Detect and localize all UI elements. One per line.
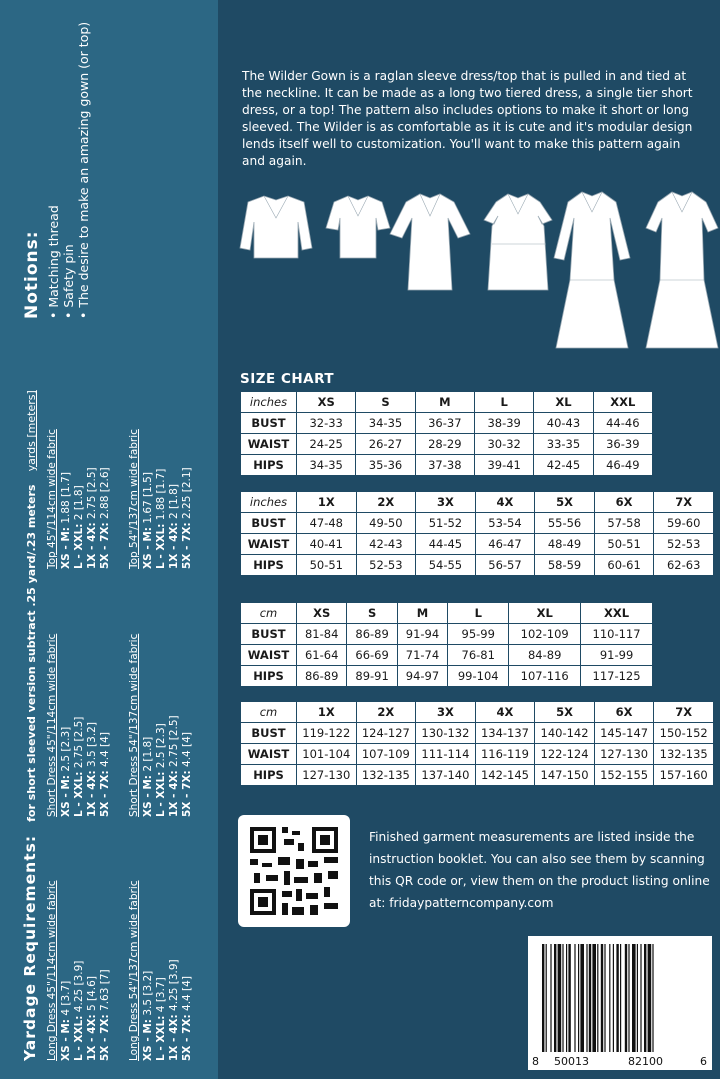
table-cell: 52-53	[654, 534, 714, 555]
table-cell: 34-35	[297, 455, 356, 476]
table-cell: 52-53	[356, 555, 416, 576]
barcode-bar	[652, 944, 653, 1052]
table-cell: 86-89	[347, 624, 397, 645]
table-cell: 127-130	[297, 765, 357, 786]
barcode-bar	[574, 944, 575, 1052]
table-cell: 130-132	[416, 723, 476, 744]
table-cell: 111-114	[416, 744, 476, 765]
yardage-subtract-note: for short sleeved version subtract .25 yard/.23 meters	[25, 484, 38, 822]
yardage-block-title: Short Dress 45"/114cm wide fabric	[46, 633, 58, 817]
size-header: 2X	[356, 702, 416, 723]
table-row	[241, 765, 714, 786]
row-label: HIPS	[241, 666, 297, 687]
table-cell: 102-109	[509, 624, 581, 645]
table-cell: 36-37	[415, 413, 474, 434]
barcode-digit: 50013	[554, 1055, 589, 1068]
table-cell: 116-119	[475, 744, 535, 765]
yardage-row: 5X - 7X: 7.63 [7]	[99, 969, 111, 1061]
table-cell: 46-49	[593, 455, 652, 476]
barcode-bar	[640, 944, 641, 1052]
table-cell: 34-35	[356, 413, 415, 434]
table-cell: 117-125	[581, 666, 653, 687]
table-cell: 124-127	[356, 723, 416, 744]
table-cell: 28-29	[415, 434, 474, 455]
yardage-row: XS - M: 1.67 [1.5]	[142, 472, 154, 569]
barcode-digit: 82100	[628, 1055, 663, 1068]
table-cell: 122-124	[535, 744, 595, 765]
barcode-graphic	[528, 936, 712, 1070]
yardage-row: L - XXL: 2.5 [2.3]	[155, 723, 167, 817]
table-cell: 42-45	[534, 455, 593, 476]
yardage-row: 1X - 4X: 3.5 [3.2]	[86, 722, 98, 817]
row-label: HIPS	[241, 765, 297, 786]
size-chart-table-inches-plus	[240, 491, 714, 576]
table-cell: 53-54	[475, 513, 535, 534]
barcode-bar	[648, 944, 652, 1052]
barcode-bar	[613, 944, 614, 1052]
table-cell: 58-59	[535, 555, 595, 576]
size-header: S	[356, 392, 415, 413]
yardage-row: 1X - 4X: 4.25 [3.9]	[168, 959, 180, 1061]
table-cell: 56-57	[475, 555, 535, 576]
yardage-row: 1X - 4X: 5 [4.6]	[86, 976, 98, 1061]
table-cell: 40-43	[534, 413, 593, 434]
sidebar-rotated-content	[0, 0, 218, 1079]
size-header: S	[347, 603, 397, 624]
size-header: XL	[534, 392, 593, 413]
barcode-bar	[601, 944, 603, 1052]
table-cell: 60-61	[594, 555, 654, 576]
row-label: WAIST	[241, 744, 297, 765]
size-header: 3X	[416, 492, 476, 513]
size-header: 6X	[594, 702, 654, 723]
row-label: WAIST	[241, 434, 297, 455]
yardage-row: 5X - 7X: 4.4 [4]	[181, 732, 193, 817]
yardage-row: L - XXL: 2 [1.8]	[73, 485, 85, 569]
yardage-block	[46, 587, 112, 817]
size-header: XXL	[593, 392, 652, 413]
table-cell: 49-50	[356, 513, 416, 534]
table-row	[241, 624, 653, 645]
yardage-row: 5X - 7X: 2.25 [2.1]	[181, 467, 193, 569]
table-cell: 46-47	[475, 534, 535, 555]
yardage-block-title: Top 54"/137cm wide fabric	[128, 429, 140, 569]
size-header: M	[415, 392, 474, 413]
barcode-bar	[566, 944, 567, 1052]
notions-title: Notions:	[22, 230, 42, 319]
table-cell: 137-140	[416, 765, 476, 786]
table-unit: cm	[241, 603, 297, 624]
table-cell: 142-145	[475, 765, 535, 786]
yardage-row: 1X - 4X: 2.75 [2.5]	[86, 467, 98, 569]
table-cell: 94-97	[397, 666, 447, 687]
notions-list	[46, 19, 91, 319]
size-chart-title: SIZE CHART	[240, 371, 335, 387]
yardage-row: 5X - 7X: 4.4 [4]	[181, 976, 193, 1061]
notion-item: • Safety pin	[61, 19, 76, 319]
size-header: 7X	[654, 702, 714, 723]
size-header: 4X	[475, 492, 535, 513]
barcode-bar	[546, 944, 547, 1052]
barcode-icon	[528, 936, 712, 1070]
table-cell: 81-84	[297, 624, 347, 645]
yardage-row: 5X - 7X: 4.4 [4]	[99, 732, 111, 817]
barcode-bar	[558, 944, 562, 1052]
table-cell: 134-137	[475, 723, 535, 744]
table-cell: 40-41	[297, 534, 357, 555]
size-header: 1X	[297, 702, 357, 723]
table-cell: 62-63	[654, 555, 714, 576]
table-cell: 132-135	[356, 765, 416, 786]
size-header: 2X	[356, 492, 416, 513]
barcode-bar	[644, 944, 646, 1052]
table-cell: 44-46	[593, 413, 652, 434]
yardage-row: 1X - 4X: 2.75 [2.5]	[168, 715, 180, 817]
table-cell: 91-99	[581, 645, 653, 666]
size-header: XS	[297, 392, 356, 413]
table-cell: 107-109	[356, 744, 416, 765]
table-row	[241, 555, 714, 576]
size-header: 1X	[297, 492, 357, 513]
table-cell: 150-152	[654, 723, 714, 744]
garment-illustration	[226, 188, 720, 358]
yardage-row: XS - M: 4 [3.7]	[60, 980, 72, 1061]
table-cell: 30-32	[474, 434, 533, 455]
table-cell: 110-117	[581, 624, 653, 645]
notion-item: • The desire to make an amazing gown (or top)	[76, 19, 91, 319]
barcode-bar	[620, 944, 621, 1052]
yardage-block	[128, 831, 194, 1061]
table-cell: 51-52	[416, 513, 476, 534]
yardage-block	[46, 339, 112, 569]
table-cell: 95-99	[448, 624, 509, 645]
barcode-bar	[550, 944, 551, 1052]
table-cell: 44-45	[416, 534, 476, 555]
barcode-bar	[592, 944, 596, 1052]
table-cell: 57-58	[594, 513, 654, 534]
table-cell: 24-25	[297, 434, 356, 455]
table-cell: 66-69	[347, 645, 397, 666]
table-cell: 132-135	[654, 744, 714, 765]
table-cell: 76-81	[448, 645, 509, 666]
table-unit: cm	[241, 702, 297, 723]
table-cell: 26-27	[356, 434, 415, 455]
yardage-block-title: Top 45"/114cm wide fabric	[46, 429, 58, 569]
table-cell: 37-38	[415, 455, 474, 476]
barcode-bar	[562, 944, 563, 1052]
size-header: 3X	[416, 702, 476, 723]
barcode-digit: 6	[700, 1055, 707, 1068]
table-cell: 91-94	[397, 624, 447, 645]
size-header: XXL	[581, 603, 653, 624]
table-unit: inches	[241, 492, 297, 513]
table-row	[241, 744, 714, 765]
yardage-sidebar	[0, 0, 218, 1079]
size-header: 6X	[594, 492, 654, 513]
row-label: BUST	[241, 723, 297, 744]
table-row	[241, 434, 653, 455]
table-cell: 47-48	[297, 513, 357, 534]
yardage-row: XS - M: 2 [1.8]	[142, 736, 154, 817]
row-label: BUST	[241, 624, 297, 645]
size-chart-table-inches-standard	[240, 391, 653, 476]
table-cell: 61-64	[297, 645, 347, 666]
table-cell: 32-33	[297, 413, 356, 434]
pattern-description: The Wilder Gown is a raglan sleeve dress/top that is pulled in and tied at the neckline. It can be made as a long two tiered dress, a single tier short dress, or a top! The pattern also includes options to make it short or long sleeved. The Wilder is as comfortable as it is cute and it's modular design lends itself well to customization. You'll want to make this pattern again and again.	[242, 69, 693, 168]
qr-code-graphic	[238, 815, 350, 927]
yardage-block-title: Long Dress 54"/137cm wide fabric	[128, 880, 140, 1061]
size-header: L	[448, 603, 509, 624]
size-header: 5X	[535, 492, 595, 513]
table-cell: 89-91	[347, 666, 397, 687]
table-cell: 55-56	[535, 513, 595, 534]
qr-code-note: Finished garment measurements are listed inside the instruction booklet. You can also see them by scanning this QR code or, view them on the product listing online at: fridaypatterncompany.com	[369, 830, 710, 910]
qr-code-icon[interactable]	[238, 815, 350, 927]
table-cell: 145-147	[594, 723, 654, 744]
table-unit: inches	[241, 392, 297, 413]
barcode-bar	[637, 944, 638, 1052]
size-header: XL	[509, 603, 581, 624]
size-chart-table-cm-plus	[240, 701, 714, 786]
table-cell: 48-49	[535, 534, 595, 555]
size-header: 4X	[475, 702, 535, 723]
table-cell: 107-116	[509, 666, 581, 687]
table-cell: 157-160	[654, 765, 714, 786]
yardage-row: L - XXL: 1.88 [1.7]	[155, 468, 167, 569]
table-row	[241, 723, 714, 744]
table-row	[241, 413, 653, 434]
table-cell: 119-122	[297, 723, 357, 744]
yardage-row: XS - M: 3.5 [3.2]	[142, 970, 154, 1061]
table-row	[241, 534, 714, 555]
table-row	[241, 666, 653, 687]
size-header: 5X	[535, 702, 595, 723]
table-cell: 35-36	[356, 455, 415, 476]
barcode-bar	[632, 944, 636, 1052]
yardage-block	[46, 831, 112, 1061]
barcode-bar	[554, 944, 556, 1052]
row-label: BUST	[241, 413, 297, 434]
yardage-row: 5X - 7X: 2.88 [2.6]	[99, 467, 111, 569]
barcode-bar	[604, 944, 605, 1052]
barcode-bar	[609, 944, 610, 1052]
table-cell: 42-43	[356, 534, 416, 555]
table-cell: 33-35	[534, 434, 593, 455]
table-cell: 38-39	[474, 413, 533, 434]
size-chart-table-cm-standard	[240, 602, 653, 687]
yardage-units: yards [meters]	[25, 390, 38, 472]
barcode-bar	[628, 944, 629, 1052]
yardage-row: L - XXL: 4 [3.7]	[155, 977, 167, 1061]
barcode-bar	[578, 944, 579, 1052]
table-row	[241, 645, 653, 666]
notion-item: • Matching thread	[46, 19, 61, 319]
row-label: HIPS	[241, 455, 297, 476]
barcode-bar	[597, 944, 598, 1052]
table-cell: 147-150	[535, 765, 595, 786]
barcode-digit: 8	[532, 1055, 539, 1068]
table-cell: 152-155	[594, 765, 654, 786]
table-cell: 84-89	[509, 645, 581, 666]
barcode-bar	[625, 944, 627, 1052]
barcode-bar	[589, 944, 591, 1052]
yardage-block-title: Long Dress 45"/114cm wide fabric	[46, 880, 58, 1061]
yardage-block-title: Short Dress 54"/137cm wide fabric	[128, 633, 140, 817]
table-cell: 86-89	[297, 666, 347, 687]
barcode-bar	[542, 944, 544, 1052]
yardage-title: Yardage Requirements:	[21, 834, 39, 1061]
table-cell: 36-39	[593, 434, 652, 455]
table-cell: 54-55	[416, 555, 476, 576]
yardage-heading-row	[20, 331, 39, 1061]
yardage-row: L - XXL: 2.75 [2.5]	[73, 716, 85, 817]
barcode-bar	[580, 944, 584, 1052]
row-label: HIPS	[241, 555, 297, 576]
row-label: BUST	[241, 513, 297, 534]
yardage-row: XS - M: 1.88 [1.7]	[60, 472, 72, 569]
table-row	[241, 455, 653, 476]
table-cell: 127-130	[594, 744, 654, 765]
size-header: XS	[297, 603, 347, 624]
barcode-bar	[568, 944, 570, 1052]
yardage-block	[128, 587, 194, 817]
table-cell: 101-104	[297, 744, 357, 765]
table-cell: 50-51	[594, 534, 654, 555]
notions-section	[22, 19, 91, 319]
table-cell: 50-51	[297, 555, 357, 576]
yardage-row: XS - M: 2.5 [2.3]	[60, 726, 72, 817]
row-label: WAIST	[241, 534, 297, 555]
size-header: L	[474, 392, 533, 413]
table-cell: 59-60	[654, 513, 714, 534]
barcode-bar	[616, 944, 618, 1052]
table-cell: 99-104	[448, 666, 509, 687]
yardage-block	[128, 339, 194, 569]
yardage-row: 1X - 4X: 2 [1.8]	[168, 484, 180, 569]
table-cell: 71-74	[397, 645, 447, 666]
size-header: 7X	[654, 492, 714, 513]
size-header: M	[397, 603, 447, 624]
yardage-row: L - XXL: 4.25 [3.9]	[73, 960, 85, 1061]
row-label: WAIST	[241, 645, 297, 666]
table-cell: 39-41	[474, 455, 533, 476]
barcode-bar	[586, 944, 587, 1052]
table-row	[241, 513, 714, 534]
table-cell: 140-142	[535, 723, 595, 744]
